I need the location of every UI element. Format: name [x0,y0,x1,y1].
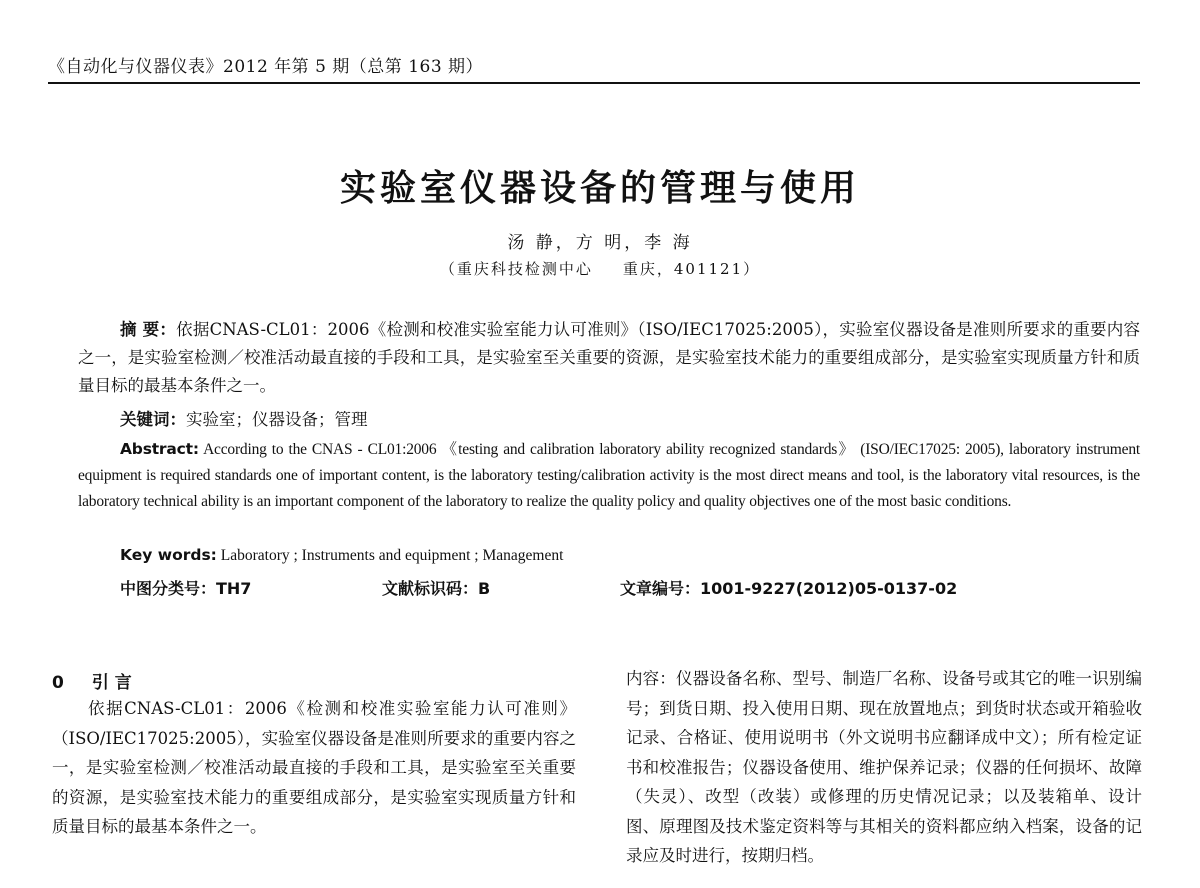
keywords-en-text: Laboratory ; Instruments and equipment ; Management [220,547,564,564]
section-number: 0 [52,673,64,693]
journal-header: 《自动化与仪器仪表》2012 年第 5 期（总第 163 期） [48,52,1140,84]
section-heading [52,668,132,693]
article-number: 文章编号：1001-9227(2012)05-0137-02 [620,579,958,598]
keywords-zh-label: 关键词： [120,410,186,429]
right-column-paragraph: 内容：仪器设备名称、型号、制造厂名称、设备号或其它的唯一识别编号；到货日期、投入使用日期、现在放置地点；到货时状态或开箱验收记录、合格证、使用说明书（外文说明书应翻译成中文）；所有检定证书和校准报告；仪器设备使用、维护保养记录；仪器的任何损坏、故障（失灵）、改型（改装）或修理的历史情况记录；以及装箱单、设计图、原理图及技术鉴定资料等与其相关的资料都应纳入档案，设备的记录应及时进行，按期归档。 [626,669,1142,865]
keywords-zh [120,406,368,430]
abstract-en-text: According to the CNAS - CL01:2006 《testing and calibration laboratory ability recognized standards》 (ISO/IEC17025: 2005), laboratory instrument equipment is required standards one of important content, is the laboratory testing/calibration activity is the most direct means and tool, is the laboratory vital resources, is the laboratory technical ability is an important component of the laboratory to realize the quality policy and quality objectives one of the most basic conditions. [78,441,1140,510]
abstract-zh-label: 摘 要： [120,320,177,339]
keywords-en-label: Key words: [120,546,217,564]
abstract-en-label: Abstract: [120,440,199,458]
clc-number: 中图分类号：TH7 [120,579,252,598]
abstract-en [78,436,1140,515]
affiliation [0,258,1200,279]
keywords-zh-text: 实验室；仪器设备；管理 [186,410,368,429]
authors: 汤 静，方 明，李 海 [507,233,693,253]
paper-title: 实验室仪器设备的管理与使用 [339,168,860,209]
intro-paragraph: 依据CNAS-CL01：2006《检测和校准实验室能力认可准则》（ISO/IEC17025:2005），实验室仪器设备是准则所要求的重要内容之一，是实验室检测／校准活动最直接的手段和工具，是实验室至关重要的资源，是实验室技术能力的重要组成部分，是实验室实现质量方针和质量目标的最基本条件之一。 [52,699,576,836]
document-code: 文献标识码：B [382,579,491,598]
section-title: 引 言 [91,673,132,693]
affiliation-city: 重庆，401121） [622,260,761,278]
keywords-en [120,546,563,565]
abstract-zh [78,316,1140,400]
abstract-zh-text: 依据CNAS-CL01：2006《检测和校准实验室能力认可准则》（ISO/IEC17025:2005），实验室仪器设备是准则所要求的重要内容之一，是实验室检测／校准活动最直接的手段和工具，是实验室至关重要的资源，是实验室技术能力的重要组成部分，是实验室实现质量方针和质量目标的最基本条件之一。 [78,320,1140,395]
affiliation-org: （重庆科技检测中心 [439,260,593,278]
